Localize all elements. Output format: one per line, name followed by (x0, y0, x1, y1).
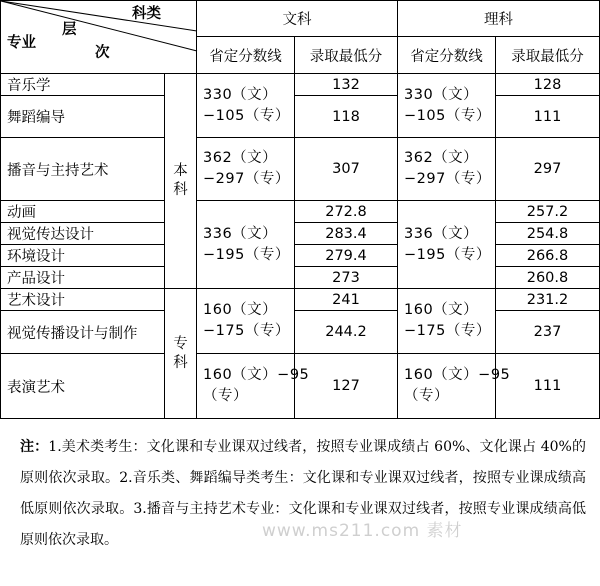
like-score-animation: 257.2 (496, 201, 600, 223)
wenke-score-visual-comm: 283.4 (295, 223, 398, 245)
like-prov-line-5: 160（文）−95 （专） (398, 354, 496, 419)
header-major-label: 专业 (7, 35, 36, 51)
header-level-label-2: 次 (95, 45, 110, 61)
wenke-score-performance: 127 (295, 354, 398, 419)
wenke-score-art-design: 241 (295, 289, 398, 311)
like-score-visual-comm: 254.8 (496, 223, 600, 245)
like-prov-line-3: 336（文） −195（专） (398, 201, 496, 289)
wenke-prov-line-3: 336（文） −195（专） (197, 201, 295, 289)
wenke-score-animation: 272.8 (295, 201, 398, 223)
header-corner-cell (1, 1, 197, 74)
wenke-prov-line-1: 330（文） −105（专） (197, 74, 295, 138)
header-wenke: 文科 (197, 1, 398, 37)
major-visual-media: 视觉传播设计与制作 (1, 311, 165, 354)
like-prov-line-2: 362（文） −297（专） (398, 138, 496, 201)
header-level-label-1: 层 (62, 22, 77, 38)
major-broadcast: 播音与主持艺术 (1, 138, 165, 201)
wenke-score-broadcast: 307 (295, 138, 398, 201)
major-env-design: 环境设计 (1, 245, 165, 267)
wenke-score-product: 273 (295, 267, 398, 289)
like-score-env-design: 266.8 (496, 245, 600, 267)
like-score-visual-media: 237 (496, 311, 600, 354)
major-visual-comm: 视觉传达设计 (1, 223, 165, 245)
watermark: www.ms211.com 素材 (262, 521, 463, 541)
major-music: 音乐学 (1, 74, 165, 96)
header-like-min-score: 录取最低分 (496, 37, 600, 74)
wenke-prov-line-4: 160（文） −175（专） (197, 289, 295, 354)
like-prov-line-1: 330（文） −105（专） (398, 74, 496, 138)
major-dance: 舞蹈编导 (1, 96, 165, 138)
like-prov-line-4: 160（文） −175（专） (398, 289, 496, 354)
wenke-score-visual-media: 244.2 (295, 311, 398, 354)
header-wenke-prov-line: 省定分数线 (197, 37, 295, 74)
level-benke: 本 科 (165, 74, 197, 289)
like-score-music: 128 (496, 74, 600, 96)
notes-label: 注： (20, 439, 49, 455)
header-like-prov-line: 省定分数线 (398, 37, 496, 74)
major-animation: 动画 (1, 201, 165, 223)
notes-text: 1.美术类考生：文化课和专业课双过线者，按照专业课成绩占 60%、文化课占 40%的原则依次录取。2.音乐类、舞蹈编导类考生：文化课和专业课双过线者，按照专业课成绩高低原则依次录取。3.播音与主持艺术专业：文化课和专业课双过线者，按照专业课成绩高低原则依次录取。 (20, 439, 586, 548)
like-score-performance: 111 (496, 354, 600, 419)
like-score-broadcast: 297 (496, 138, 600, 201)
wenke-score-env-design: 279.4 (295, 245, 398, 267)
header-wenke-min-score: 录取最低分 (295, 37, 398, 74)
wenke-score-dance: 118 (295, 96, 398, 138)
header-category-label: 科类 (132, 6, 161, 22)
wenke-prov-line-5: 160（文）−95 （专） (197, 354, 295, 419)
header-like: 理科 (398, 1, 600, 37)
wenke-score-music: 132 (295, 74, 398, 96)
like-score-dance: 111 (496, 96, 600, 138)
like-score-product: 260.8 (496, 267, 600, 289)
major-product: 产品设计 (1, 267, 165, 289)
like-score-art-design: 231.2 (496, 289, 600, 311)
major-art-design: 艺术设计 (1, 289, 165, 311)
wenke-prov-line-2: 362（文） −297（专） (197, 138, 295, 201)
level-zhuanke: 专 科 (165, 289, 197, 419)
major-performance: 表演艺术 (1, 354, 165, 419)
